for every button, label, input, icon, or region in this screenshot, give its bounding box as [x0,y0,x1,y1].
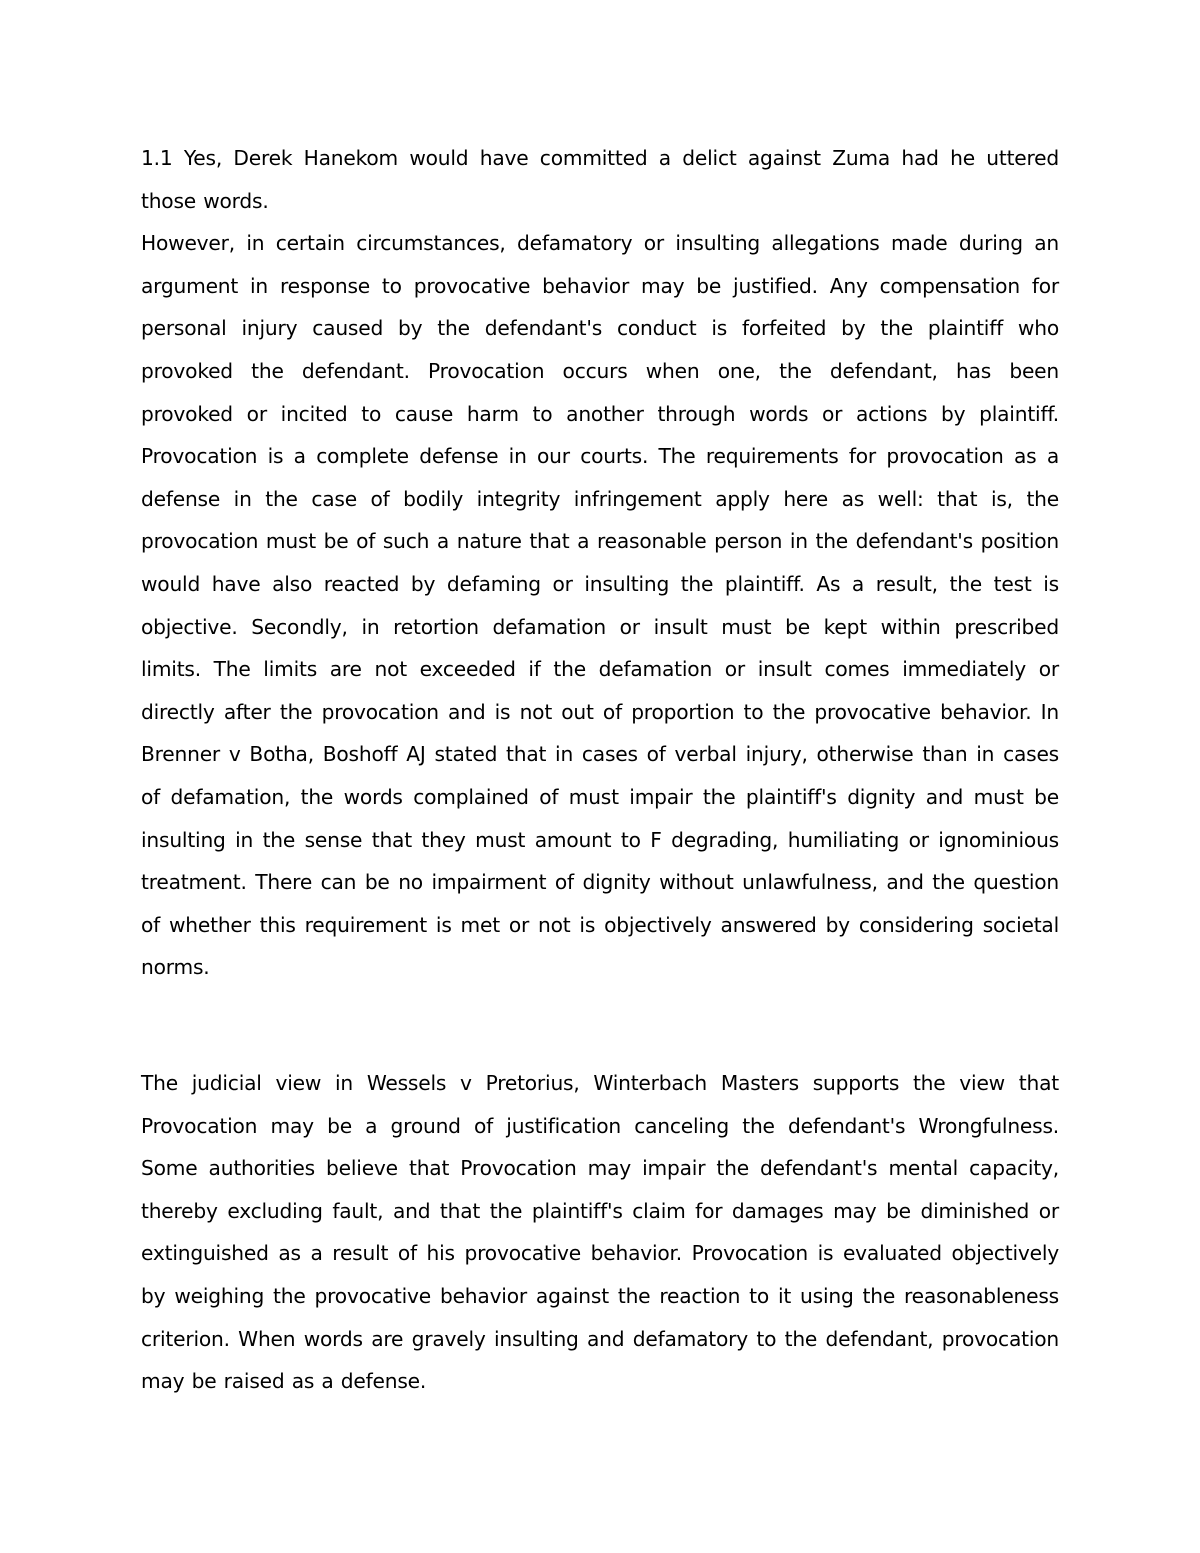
paragraph-judicial-view [141,1062,1059,1403]
text-line: norms. [141,955,210,980]
text-line: argument in response to provocative behavior may be justified. Any compensation for [141,273,1059,298]
text-line: provoked the defendant. Provocation occurs when one, the defendant, has been [141,358,1059,383]
text-line: thereby excluding fault, and that the plaintiff's claim for damages may be diminished or [141,1198,1059,1223]
text-line: extinguished as a result of his provocative behavior. Provocation is evaluated objectively [141,1241,1059,1266]
text-line: Some authorities believe that Provocation may impair the defendant's mental capacity, [141,1156,1059,1181]
text-line: However, in certain circumstances, defamatory or insulting allegations made during an [141,231,1059,256]
text-line: 1.1 Yes, Derek Hanekom would have committed a delict against Zuma had he uttered [141,146,1059,170]
text-line: by weighing the provocative behavior against the reaction to it using the reasonableness [141,1283,1059,1308]
text-line: objective. Secondly, in retortion defamation or insult must be kept within prescribed [141,614,1059,639]
text-line: directly after the provocation and is not out of proportion to the provocative behavior. In [141,699,1059,724]
text-line: provoked or incited to cause harm to another through words or actions by plaintiff. [141,401,1059,426]
text-line: Provocation is a complete defense in our courts. The requirements for provocation as a [141,444,1059,469]
text-line: treatment. There can be no impairment of dignity without unlawfulness, and the question [141,870,1059,895]
text-line: defense in the case of bodily integrity infringement apply here as well: that is, the [141,486,1059,511]
text-line: criterion. When words are gravely insulting and defamatory to the defendant, provocation [141,1326,1059,1351]
text-line: Provocation may be a ground of justification canceling the defendant's Wrongfulness. [141,1113,1059,1138]
text-line: may be raised as a defense. [141,1369,427,1394]
text-line: Brenner v Botha, Boshoff AJ stated that in cases of verbal injury, otherwise than in cases [141,742,1059,767]
text-line: limits. The limits are not exceeded if the defamation or insult comes immediately or [141,657,1059,682]
text-line: of defamation, the words complained of must impair the plaintiff's dignity and must be [141,784,1059,809]
text-line: personal injury caused by the defendant's conduct is forfeited by the plaintiff who [141,316,1059,341]
text-line: of whether this requirement is met or not is objectively answered by considering societal [141,912,1059,937]
text-line: insulting in the sense that they must amount to F degrading, humiliating or ignominious [141,827,1059,852]
text-line: those words. [141,188,269,213]
paragraph-answer-1-1 [141,137,1059,989]
text-line: would have also reacted by defaming or insulting the plaintiff. As a result, the test is [141,571,1059,596]
text-line: The judicial view in Wessels v Pretorius, Winterbach Masters supports the view that [141,1071,1059,1095]
text-line: provocation must be of such a nature that a reasonable person in the defendant's position [141,529,1059,554]
